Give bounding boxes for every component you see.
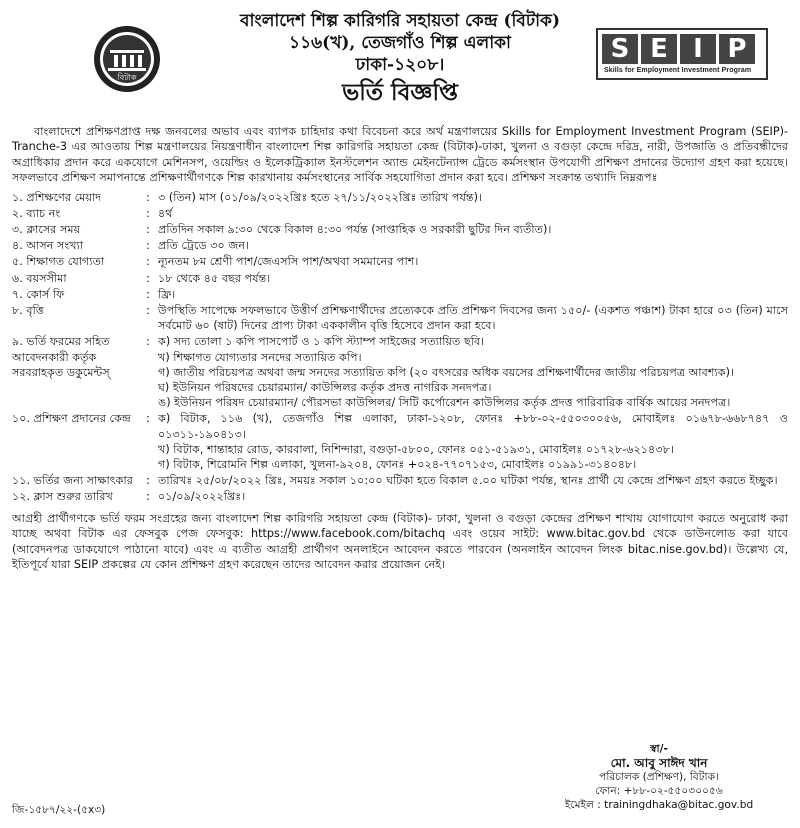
- signatory-name: মো. আবু সাঈদ খান: [610, 756, 708, 770]
- detail-value: [158, 221, 788, 237]
- detail-colon: :: [146, 239, 150, 253]
- signatory-phone: ফোন: +৮৮-০২-৫৫০৩০০৫৬: [595, 785, 723, 797]
- detail-value: [158, 270, 788, 286]
- detail-value: [158, 205, 788, 221]
- logo-left-text: বিটাক: [117, 73, 137, 82]
- detail-label: ৩. ক্লাসের সময়: [12, 223, 81, 237]
- seip-letter: S: [602, 34, 638, 64]
- detail-value: [158, 189, 788, 205]
- detail-label: ১২. ক্লাস শুরুর তারিখ: [12, 490, 113, 504]
- detail-label: ৭. কোর্স ফি: [12, 287, 65, 301]
- detail-value-line: ৪র্থ: [158, 206, 173, 220]
- detail-value: [158, 333, 788, 410]
- seip-letter: P: [719, 34, 755, 64]
- reference-number: জি-১৫৮৭/২২-(৫x৩): [12, 804, 106, 817]
- header: [12, 6, 788, 124]
- detail-label: ১১. ভর্তির জন্য সাক্ষাৎকার: [12, 474, 133, 488]
- signature-block: [564, 742, 754, 812]
- detail-colon: :: [146, 412, 150, 426]
- seip-letter: I: [680, 34, 716, 64]
- detail-row: [12, 189, 788, 205]
- org-name: বাংলাদেশ শিল্প কারিগরি সহায়তা কেন্দ্র (বিটাক): [239, 11, 560, 31]
- detail-row: [12, 253, 788, 269]
- seip-letter: E: [641, 34, 677, 64]
- seip-logo: [596, 28, 768, 80]
- detail-value-line: ৩ (তিন) মাস (০১/০৯/২০২২খ্রিঃ হতে ২৭/১১/২০২২খ্রিঃ তারিখ পর্যন্ত)।: [158, 190, 482, 204]
- detail-colon: :: [146, 190, 150, 204]
- detail-row: [12, 472, 788, 488]
- detail-value-line: ক) সদ্য তোলা ১ কপি পাসপোর্ট ও ১ কপি স্ট্যাম্প সাইজের সত্যায়িত ছবি।: [158, 335, 485, 349]
- detail-colon: :: [146, 474, 150, 488]
- detail-row: [12, 205, 788, 221]
- detail-row: [12, 410, 788, 472]
- detail-value-line: প্রতি ট্রেডে ৩০ জন।: [158, 239, 250, 253]
- detail-row: [12, 286, 788, 302]
- detail-value: [158, 488, 788, 504]
- signature-mark: স্বা/-: [650, 743, 668, 755]
- detail-value: [158, 253, 788, 269]
- detail-label: ১০. প্রশিক্ষণ প্রদানের কেন্দ্র: [12, 412, 131, 426]
- detail-value-line: ঘ) ইউনিয়ন পরিষদের চেয়ারম্যান/ কাউন্সিলর কর্তৃক প্রদত্ত নাগরিক সনদপত্র।: [158, 381, 492, 395]
- detail-colon: :: [146, 206, 150, 220]
- detail-value: [158, 472, 788, 488]
- detail-value-line: গ) বিটাক, শিরোমনি শিল্প এলাকা, খুলনা-৯২০৪, ফোনঃ +০২৪-৭৭০৭১৫৩, মোবাইলঃ ০১৯৯১-৩১৪০৪৮।: [158, 458, 637, 472]
- detail-value-line: ১৮ থেকে ৪৫ বছর পর্যন্ত।: [158, 271, 271, 285]
- detail-value-line: খ) শিক্ষাগত যোগ্যতার সনদের সত্যায়িত কপি।: [158, 350, 362, 364]
- detail-colon: :: [146, 304, 150, 318]
- detail-label: ৪. আসন সংখ্যা: [12, 239, 84, 253]
- detail-colon: :: [146, 223, 150, 237]
- detail-value-line: ঙ) ইউনিয়ন পরিষদ চেয়ারম্যান/ পৌরসভা কাউন্সিলর/ সিটি কর্পোরেশন কাউন্সিলর কর্তৃক প্রদত্ত পারিবারিক বার্ষিক আয়ের সনদপত্র।: [158, 396, 731, 410]
- detail-colon: :: [146, 490, 150, 504]
- detail-value-line: তারিখঃ ২৫/০৮/২০২২ খ্রিঃ, সময়ঃ সকাল ১০:০০ ঘটিকা হতে বিকাল ৫.০০ ঘটিকা পর্যন্ত, স্থানঃ প্রার্থী যে কেন্দ্রে প্রশিক্ষণ গ্রহণ করতে ইচ্ছুক।: [158, 474, 778, 488]
- detail-value: [158, 410, 788, 472]
- signatory-email: ইমেইল : trainingdhaka@bitac.gov.bd: [564, 799, 754, 811]
- detail-row: [12, 237, 788, 253]
- detail-value-line: ফ্রি।: [158, 287, 176, 301]
- signatory-designation: পরিচালক (প্রশিক্ষণ), বিটাক।: [599, 771, 719, 783]
- detail-colon: :: [146, 287, 150, 301]
- details-body: [12, 189, 788, 505]
- detail-value-line: ক) বিটাক, ১১৬ (খ), তেজগাঁও শিল্প এলাকা, ঢাকা-১২০৮, ফোনঃ +৮৮-০২-৫৫০৩০০৫৬, মোবাইলঃ ০১৬৭৮-৬৬৮৭৪৭ ও ০১৩১১-১৯০৪১৩।: [158, 412, 788, 441]
- detail-value-line: ০১/০৯/২০২২খ্রিঃ।: [158, 490, 246, 504]
- detail-value-line: ন্যূনতম ৮ম শ্রেণী পাশ/জেএসসি পাশ/অথবা সমমানের পাশ।: [158, 255, 419, 269]
- detail-value-line: খ) বিটাক, শান্তাহার রোড, কারবালা, নিশিন্দারা, বগুড়া-৫৮০০, ফোনঃ ০৫১-৫১৯৩১, মোবাইলঃ ০১৭২৮-৬২১৪৩৮।: [158, 442, 674, 456]
- detail-row: [12, 333, 788, 410]
- detail-row: [12, 270, 788, 286]
- detail-label: ৬. বয়সসীমা: [12, 271, 67, 285]
- footer-paragraph: আগ্রহী প্রার্থীগণকে ভর্তি ফরম সংগ্রহের জন্য বাংলাদেশ শিল্প কারিগরি সহায়তা কেন্দ্র (বিটাক)- ঢাকা, খুলনা ও বগুড়া কেন্দ্রের প্রশিক্ষণ শাখায় যোগাযোগ করতে অনুরোধ করা যাচ্ছে অথবা বিটাক এর ফেসবুক পেজ ফেসবুক: https://www.facebook.com/bitachq এবং ওয়েব সাইট: www.bitac.gov.bd থেকে ডাউনলোড করা যাবে (আবেদনপত্র ডাকযোগে পাঠানো যাবে) এবং এ ব্যতীত আগ্রহী প্রার্থীগণ অনলাইনে আবেদন করতে পারবেন (অনলাইন আবেদন লিংক bitac.nise.gov.bd)। উল্লেখ্য যে, ইতিপূর্বে যারা SEIP প্রকল্পের যে কোন প্রশিক্ষণ গ্রহণ করেছেন তাদের আবেদন করার প্রয়োজন নেই।: [12, 511, 788, 571]
- intro-paragraph: বাংলাদেশে প্রশিক্ষণপ্রাপ্ত দক্ষ জনবলের অভাব এবং ব্যাপক চাহিদার কথা বিবেচনা করে অর্থ মন্ত্রণালয়ের Skills for Employment Investment Program (SEIP)-Tranche-3 এর আওতায় শিল্প মন্ত্রণালয়ের নিয়ন্ত্রণাধীন বাংলাদেশ শিল্প কারিগরি সহায়তা কেন্দ্র (বিটাক)-ঢাকা, খুলনা ও বগুড়া কেন্দ্রে দরিদ্র, নারী, উপজাতি ও প্রতিবন্ধীদের অগ্রাধিকার প্রদান করে একযোগে মেশিনসপ, ওয়েল্ডিং ও ইলেকট্রিক্যাল ইনস্টলেশন অ্যান্ড মেইনটেন্যান্স ট্রেডে কর্মসংস্থান উপযোগী প্রশিক্ষণ প্রদানের উদ্যোগ গ্রহণ করা হয়েছে। সফলভাবে প্রশিক্ষণ সমাপনান্তে প্রশিক্ষণার্থীগণকে শিল্প কারখানায় কর্মসংস্থানের সার্বিক সহযোগিতা প্রদান করা হবে। প্রশিক্ষণ সংক্রান্ত তথ্যাদি নিম্নরূপঃ: [12, 125, 788, 185]
- org-address-line: ১১৬(খ), তেজগাঁও শিল্প এলাকা: [289, 33, 511, 53]
- seip-tagline: Skills for Employment Investment Program: [604, 66, 752, 74]
- detail-value-line: প্রতিদিন সকাল ৯:৩০ থেকে বিকাল ৪:৩০ পর্যন্ত (সাপ্তাহিক ও সরকারী ছুটির দিন ব্যতীত)।: [158, 223, 552, 237]
- seip-letters: [602, 34, 762, 66]
- detail-label: ৫. শিক্ষাগত যোগ্যতা: [12, 255, 105, 269]
- detail-label: ১. প্রশিক্ষণের মেয়াদ: [12, 190, 102, 204]
- detail-colon: :: [146, 271, 150, 285]
- detail-label: ২. ব্যাচ নং: [12, 206, 61, 220]
- detail-label: ৯. ভর্তি ফরমের সহিত আবেদনকারী কর্তৃক সরবরাহকৃত ডকুমেন্টস্: [12, 335, 110, 379]
- notice-title: ভর্তি বিজ্ঞপ্তি: [342, 79, 458, 106]
- detail-value: [158, 302, 788, 333]
- detail-label: ৮. বৃত্তি: [12, 304, 44, 318]
- detail-colon: :: [146, 335, 150, 349]
- detail-value-line: উপস্থিতি সাপেক্ষে সফলভাবে উত্তীর্ণ প্রশিক্ষণার্থীদের প্রত্যেককে প্রতি প্রশিক্ষণ দিবসের জন্য ১৫০/- (একশত পঞ্চাশ) টাকা হারে ০৩ (তিন) মাসে সর্বমোট ৬০ (ষাট) দিনের প্রাপ্য টাকা এককালীন বৃত্তি হিসেবে প্রদান করা হবে।: [158, 304, 788, 333]
- detail-value: [158, 286, 788, 302]
- detail-value-line: গ) জাতীয় পরিচয়পত্র অথবা জন্ম সনদের সত্যায়িত কপি (২০ বৎসরের অধিক বয়সের প্রশিক্ষণার্থীদের জাতীয় পরিচয়পত্র আবশ্যক)।: [158, 365, 734, 379]
- detail-value: [158, 237, 788, 253]
- detail-row: [12, 221, 788, 237]
- detail-row: [12, 488, 788, 504]
- org-city-line: ঢাকা-১২০৮।: [355, 55, 445, 75]
- detail-colon: :: [146, 255, 150, 269]
- detail-row: [12, 302, 788, 333]
- details-table: [12, 189, 788, 505]
